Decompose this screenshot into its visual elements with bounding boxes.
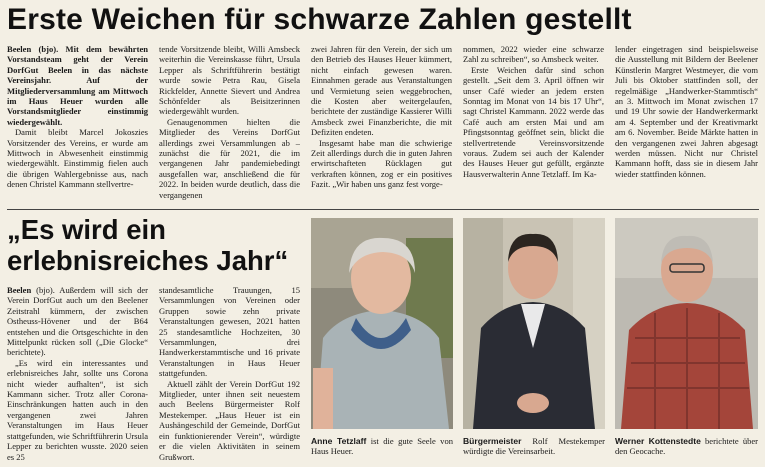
caption-text: Rolf Mestekemper würdigte die Vereinsarbeit.: [463, 436, 605, 457]
photo-werner-kottenstedte: [615, 218, 758, 429]
portrait-illustration: [615, 218, 758, 429]
article1-paragraph: lender eingetragen sind beispielsweise die Ausstellung mit Bildern der Beelener Künstlerin Margret Westmeyer, die vom Juli bis Oktober stattfinden soll, der regelmäßige „Handwerker-Stammtisch“ an 3. Mittwoch im Monat zwischen 17 und 19 Uhr sowie der Handwerkermarkt am 4. September und der Kreativmarkt am 6. November. Beide Märkte hatten in den vergangenen zwei Jahren abgesagt werden müssen. Nicht nur Christel Kammann hofft, dass sie in diesem Jahr wieder stattfinden können.: [615, 44, 758, 179]
caption-text: berichtete über den Geocache.: [615, 436, 758, 457]
article1-column-3: [311, 44, 452, 204]
article1-column-5: [615, 44, 758, 204]
article1-paragraph: tende Vorsitzende bleibt, Willi Amsbeck weiterhin die Vereinskasse führt, Ursula Lepper als Schriftführerin bestätigt wurde sowie Petra Rau, Gisela Rickfelder, Annette Sievert und Andrea Schönfelder als Beisitzerinnen wiedergewählt wurden.: [159, 44, 300, 117]
article1-paragraph: nommen, 2022 wieder eine schwarze Zahl zu schreiben“, so Amsbeck weiter.: [463, 44, 604, 65]
article1-paragraph: zwei Jahren für den Verein, der sich um den Betrieb des Hauses Heuer kümmert, nicht einfach gewesen waren. Einnahmen gerade aus Veranstaltungen und Vermietung seien weggebrochen, die Kosten aber weitergelaufen, berichtete der zuständige Kassierer Willi Amsbeck zwei Finanzberichte, die mit Defiziten endeten.: [311, 44, 452, 138]
article1-paragraph: Damit bleibt Marcel Jokoszies Vorsitzender des Vereins, er wurde am Mittwoch in Abwesenheit einstimmig wiedergewählt. Einstimmig fielen auch die übrigen Wahlergebnisse aus, nach denen Christel Kammann stellvertre-: [7, 127, 148, 190]
article1-column-2: [159, 44, 300, 204]
photo-caption: [311, 436, 453, 457]
caption-name: Werner Kottenstedte: [615, 436, 701, 446]
article2-paragraph: standesamtliche Trauungen, 15 Versammlungen von Vereinen oder Gruppen sowie zehn private Veranstaltungen gewesen, 2021 hatten 25 standesamtliche Hochzeiten, 30 Versammlungen, drei Handwerkerstammtische und 16 private Veranstaltungen in Haus Heuer stattgefunden.: [159, 285, 300, 379]
photo-caption: [463, 436, 605, 457]
article2-paragraph: „Es wird ein interessantes und erlebnisreiches Jahr, sollte uns Corona nicht wieder aufhalten“, ist sich Kammann sicher. Trotz aller Corona-Einschränkungen hatten auch in den vergangenen zwei Jahren Veranstaltungen im Haus Heuer stattgefunden, wie Schriftführerin Ursula Lepper zu berichten wusste. 2020 seien es 25: [7, 357, 148, 462]
article2-paragraph: [7, 285, 148, 358]
article2-headline-line2: erlebnisreiches Jahr“: [7, 245, 289, 276]
dateline: Beelen: [7, 285, 32, 295]
article2-column-1: [7, 285, 148, 465]
article2-headline-line1: „Es wird ein: [7, 214, 166, 245]
article1-column-4: [463, 44, 604, 204]
photo-rolf-mestekemper: [463, 218, 605, 429]
article1-paragraph: Genaugenommen hielten die Mitglieder des Vereins DorfGut allerdings zwei Versammlungen ab – zunächst die für 2021, die im vergangenen Jahr pandemiebedingt ausgefallen war, anschließend die für 2022. In beiden wurde deutlich, dass die vergangenen: [159, 116, 300, 200]
portrait-illustration: [463, 218, 605, 429]
article2-headline: [7, 214, 307, 276]
article1-paragraph: Insgesamt habe man die schwierige Zeit allerdings durch die in guten Jahren erwirtschafteten Rücklagen gut verkraften können, zog er ein positives Fazit. „Wir haben uns ganz fest vorge-: [311, 137, 452, 190]
caption-text: ist die gute Seele von Haus Heuer.: [311, 436, 453, 457]
article2-column-2: [159, 285, 300, 465]
caption-name: Anne Tetzlaff: [311, 436, 367, 446]
article1-column-1: [7, 44, 148, 204]
photo-caption: [615, 436, 758, 457]
photo-anne-tetzlaff: [311, 218, 453, 429]
article1-paragraph: Erste Weichen dafür sind schon gestellt. „Seit dem 3. April öffnen wir unser Café wieder an jedem ersten Sonntag im Monat von 14 bis 17 Uhr“, sagt Christel Kammann. 2022 werde das Café auch am ersten Mai und am Pfingstsonntag geöffnet sein, blickt die stellvertretende Vereinsvorsitzende voraus. Zudem sei auch der Kalender des Hauses Heuer gut gefüllt, ergänzte Hausverwalterin Anne Tetzlaff. Im Ka-: [463, 64, 604, 179]
article1-lead: Beelen (bjo). Mit dem bewährten Vorstandsteam geht der Verein DorfGut Beelen in das nächste Vereinsjahr. Auf der Mitgliederversammlung am Mittwoch im Haus Heuer wurden alle Vorstandsmitglieder einstimmig wiedergewählt.: [7, 44, 148, 127]
caption-name: Bürgermeister: [463, 436, 522, 446]
headline: Erste Weichen für schwarze Zahlen gestellt: [7, 3, 632, 36]
article2-paragraph: Aktuell zählt der Verein DorfGut 192 Mitglieder, unter ihnen seit neuestem auch Beelens Bürgermeister Rolf Mestekemper. „Haus Heuer ist ein Aushängeschild der Gemeinde, DorfGut ein funktionierender Verein“, würdigte er die vielen Aktivitäten in seinem Grußwort.: [159, 378, 300, 462]
section-divider: [7, 209, 759, 210]
article2-paragraph-text: (bjo). Außerdem will sich der Verein DorfGut auch um den Beelener Zeitstrahl kümmern, der zwischen Ostheuss-Hövener und der B64 entstehen und die Ortsgeschichte in den Mittelpunkt rücken soll („Die Glocke“ berichtete).: [7, 285, 148, 358]
portrait-illustration: [311, 218, 453, 429]
